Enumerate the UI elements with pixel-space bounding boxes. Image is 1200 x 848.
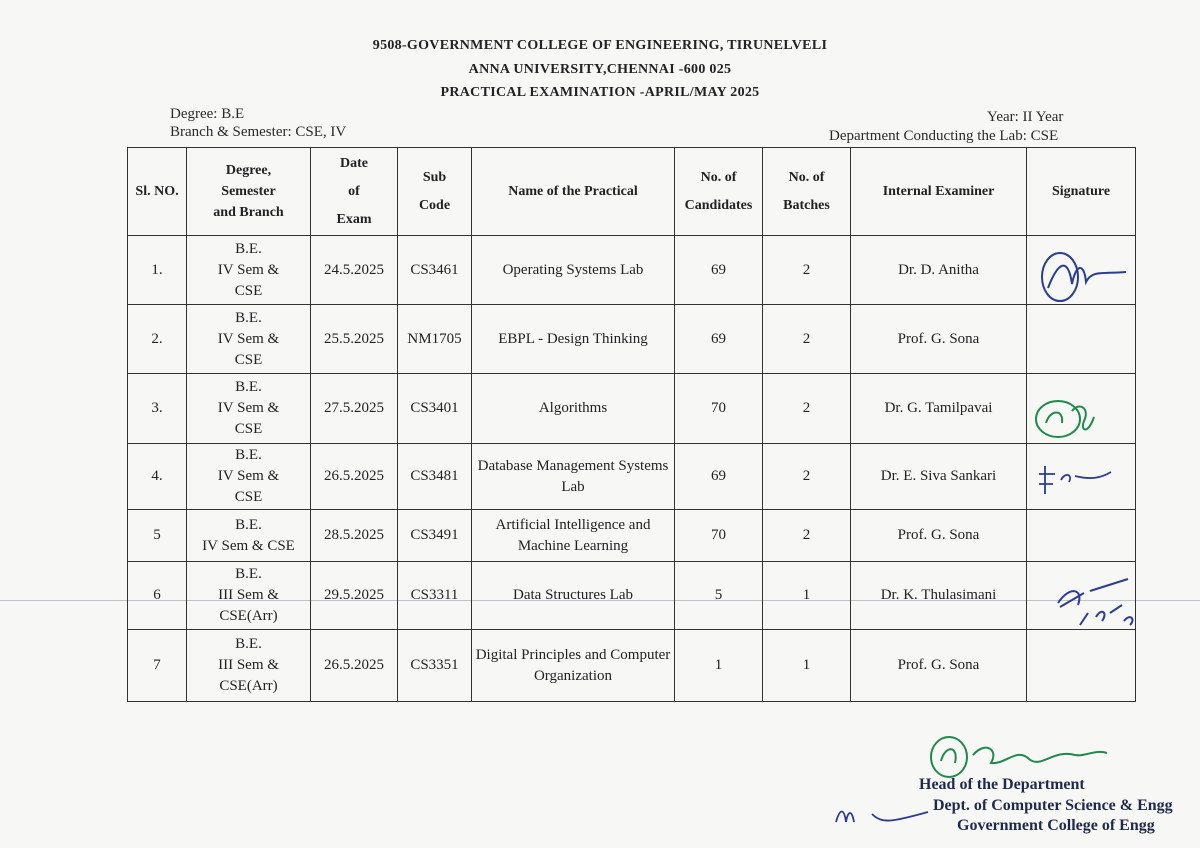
date-cell: 26.5.2025: [311, 444, 398, 510]
degree-cell: [187, 630, 311, 702]
degree-degree-line: B.E.: [235, 447, 262, 463]
university-name: ANNA UNIVERSITY,CHENNAI -600 025: [468, 62, 732, 77]
sl-no-cell: 6: [128, 562, 187, 630]
col-header-sub-code: [398, 148, 472, 236]
hod-stamp-dept: Dept. of Computer Science & Engg: [933, 797, 1173, 814]
degree-degree-line: B.E.: [235, 566, 262, 582]
table-row: [128, 374, 1136, 444]
practical-name-cell: EBPL - Design Thinking: [472, 305, 675, 374]
hod-title: Head of the Department: [919, 776, 1085, 793]
candidates-cell: 70: [675, 374, 763, 444]
candidates-cell: 69: [675, 444, 763, 510]
practical-schedule-table: [127, 147, 1136, 702]
candidates-cell: 5: [675, 562, 763, 630]
degree-branch-line: CSE: [234, 489, 263, 505]
practical-name-cell: Operating Systems Lab: [472, 236, 675, 305]
col-header-batches-text: No. of Batches: [783, 169, 830, 213]
table-header-row: [128, 148, 1136, 236]
col-header-candidates: [675, 148, 763, 236]
sub-code-cell: CS3401: [398, 374, 472, 444]
department-label: Department Conducting the Lab: CSE: [829, 128, 1059, 144]
signature-thulasimani: [1050, 577, 1140, 637]
col-header-date-text: Date of Exam: [336, 155, 372, 227]
examiner-cell: Dr. K. Thulasimani: [851, 562, 1027, 630]
examiner-cell: Dr. D. Anitha: [851, 236, 1027, 305]
branch-semester-label: Branch & Semester: CSE, IV: [170, 124, 347, 140]
col-header-candidates-text: No. of Candidates: [684, 169, 753, 213]
signature-cell: [1027, 305, 1136, 374]
degree-branch-line: CSE: [234, 421, 263, 437]
examiner-cell: Dr. G. Tamilpavai: [851, 374, 1027, 444]
date-cell: 24.5.2025: [311, 236, 398, 305]
table-row: [128, 236, 1136, 305]
batches-cell: 2: [763, 236, 851, 305]
degree-branch-line: CSE: [234, 282, 263, 299]
practical-name-cell: Digital Principles and Computer Organization: [472, 630, 675, 702]
batches-cell: 2: [763, 374, 851, 444]
date-cell: 27.5.2025: [311, 374, 398, 444]
signature-siva-sankari: [1035, 460, 1115, 500]
degree-degree-line: B.E.: [235, 379, 262, 395]
col-header-sl-no: Sl. NO.: [128, 148, 187, 236]
degree-cell: [187, 374, 311, 444]
date-cell: 29.5.2025: [311, 562, 398, 630]
degree-cell: [187, 562, 311, 630]
sub-code-cell: NM1705: [398, 305, 472, 374]
date-cell: 25.5.2025: [311, 305, 398, 374]
degree-semester-line: IV Sem &: [217, 400, 280, 416]
sub-code-cell: CS3311: [398, 562, 472, 630]
candidates-cell: 70: [675, 510, 763, 562]
signature-anitha: [1028, 244, 1130, 306]
candidates-cell: 1: [675, 630, 763, 702]
table-row: [128, 562, 1136, 630]
degree-semester-line: IV Sem & CSE: [202, 537, 295, 554]
examiner-cell: Prof. G. Sona: [851, 630, 1027, 702]
degree-semester-line: IV Sem &: [217, 468, 280, 484]
degree-degree-line: B.E.: [235, 240, 262, 257]
degree-cell: [187, 510, 311, 562]
table-row: [128, 444, 1136, 510]
signature-cell: [1027, 630, 1136, 702]
practical-name-cell: Artificial Intelligence and Machine Learning: [472, 510, 675, 562]
sub-code-cell: CS3481: [398, 444, 472, 510]
candidates-cell: 69: [675, 236, 763, 305]
signature-cell: [1027, 510, 1136, 562]
practical-name-cell: Algorithms: [472, 374, 675, 444]
exam-title: PRACTICAL EXAMINATION -APRIL/MAY 2025: [440, 85, 760, 100]
col-header-degree-text: Degree, Semester and Branch: [213, 163, 284, 220]
signature-initials: [832, 800, 932, 830]
table-row: [128, 630, 1136, 702]
practical-name-cell: Database Management Systems Lab: [472, 444, 675, 510]
col-header-practical-name: Name of the Practical: [472, 148, 675, 236]
sl-no-cell: 3.: [128, 374, 187, 444]
batches-cell: 2: [763, 444, 851, 510]
date-cell: 26.5.2025: [311, 630, 398, 702]
degree-semester-line: IV Sem &: [217, 330, 280, 347]
college-name: 9508-GOVERNMENT COLLEGE OF ENGINEERING, TIRUNELVELI: [372, 38, 828, 53]
sl-no-cell: 4.: [128, 444, 187, 510]
sub-code-cell: CS3461: [398, 236, 472, 305]
col-header-sub-code-text: Sub Code: [418, 169, 451, 213]
examiner-cell: Dr. E. Siva Sankari: [851, 444, 1027, 510]
batches-cell: 2: [763, 510, 851, 562]
hod-stamp-college: Government College of Engg: [957, 817, 1155, 834]
candidates-cell: 69: [675, 305, 763, 374]
degree-label: Degree: B.E: [170, 106, 245, 122]
batches-cell: 1: [763, 562, 851, 630]
sl-no-cell: 7: [128, 630, 187, 702]
practical-name-cell: Data Structures Lab: [472, 562, 675, 630]
signature-tamilpavai: [1028, 393, 1110, 443]
sub-code-cell: CS3351: [398, 630, 472, 702]
degree-cell: [187, 305, 311, 374]
degree-branch-line: CSE(Arr): [219, 608, 278, 624]
degree-semester-line: III Sem &: [218, 587, 279, 603]
sl-no-cell: 5: [128, 510, 187, 562]
col-header-degree: [187, 148, 311, 236]
table-row: [128, 305, 1136, 374]
degree-branch-line: CSE(Arr): [219, 678, 278, 694]
col-header-date: [311, 148, 398, 236]
degree-degree-line: B.E.: [235, 516, 262, 533]
col-header-signature: Signature: [1027, 148, 1136, 236]
degree-cell: [187, 444, 311, 510]
date-cell: 28.5.2025: [311, 510, 398, 562]
batches-cell: 2: [763, 305, 851, 374]
sl-no-cell: 1.: [128, 236, 187, 305]
col-header-batches: [763, 148, 851, 236]
sl-no-cell: 2.: [128, 305, 187, 374]
sub-code-cell: CS3491: [398, 510, 472, 562]
degree-degree-line: B.E.: [235, 636, 262, 652]
degree-branch-line: CSE: [234, 351, 263, 368]
col-header-internal-examiner: Internal Examiner: [851, 148, 1027, 236]
year-label: Year: II Year: [987, 109, 1064, 125]
degree-cell: [187, 236, 311, 305]
examiner-cell: Prof. G. Sona: [851, 305, 1027, 374]
table-row: [128, 510, 1136, 562]
degree-semester-line: III Sem &: [218, 657, 279, 673]
examiner-cell: Prof. G. Sona: [851, 510, 1027, 562]
batches-cell: 1: [763, 630, 851, 702]
degree-degree-line: B.E.: [235, 309, 262, 326]
degree-semester-line: IV Sem &: [217, 261, 280, 278]
